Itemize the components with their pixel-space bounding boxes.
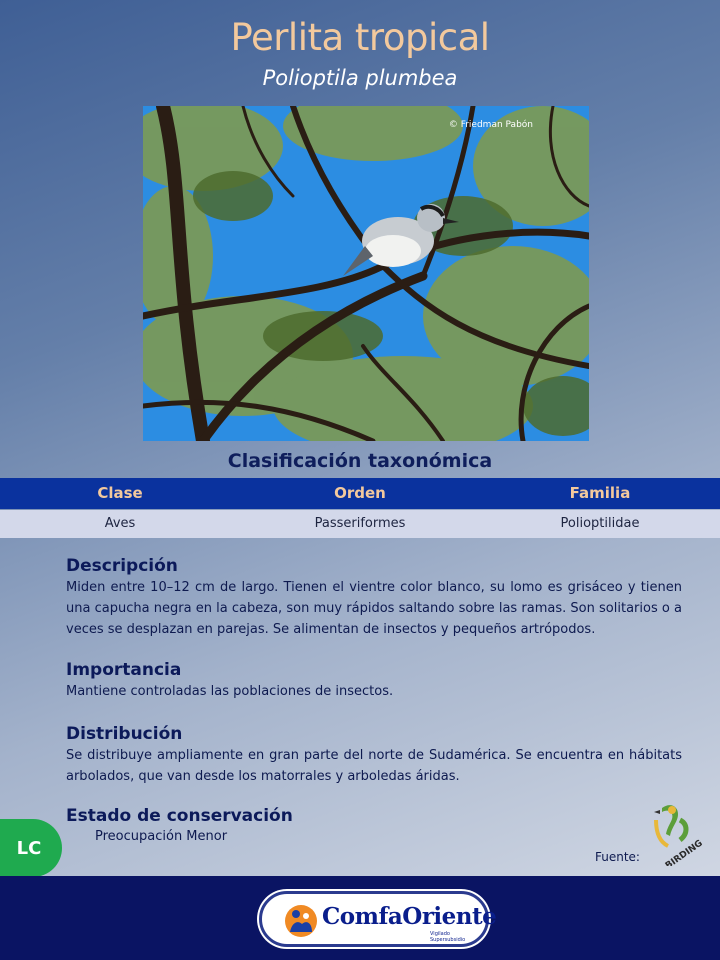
column-header-class: Clase (97, 484, 143, 502)
distribution-title: Distribución (66, 724, 183, 744)
conservation-title: Estado de conservación (66, 806, 293, 826)
comfaoriente-logo (259, 891, 497, 947)
bird-photo (143, 106, 589, 441)
importance-title: Importancia (66, 660, 182, 680)
conservation-status-text: Preocupación Menor (95, 829, 228, 844)
order-value: Passeriformes (314, 516, 406, 531)
family-icon (284, 904, 318, 938)
source-label: Fuente: (595, 850, 640, 864)
footer-bar (0, 876, 720, 960)
column-header-order: Orden (334, 484, 386, 502)
distribution-text: Se distribuye ampliamente en gran parte del norte de Sudamérica. Se encuentra en hábitats arbolados, que van desde los matorrales y arboledas áridas. (66, 748, 682, 784)
family-value: Polioptilidae (560, 516, 640, 531)
column-header-family: Familia (569, 484, 631, 502)
conservation-status-badge: LC (0, 819, 62, 877)
common-name-title: Perlita tropical (230, 16, 490, 59)
taxonomy-value-row (0, 510, 720, 538)
class-value: Aves (104, 516, 136, 531)
taxonomy-header-row (0, 478, 720, 509)
brand-tagline: Vigilado Supersubsidio (430, 931, 466, 943)
svg-text:BIRDING: BIRDING (663, 838, 705, 866)
taxonomy-heading: Clasificación taxonómica (227, 450, 493, 472)
brand-name: ComfaOriente (322, 903, 497, 930)
description-text: Miden entre 10–12 cm de largo. Tienen el vientre color blanco, su lomo es grisáceo y tienen una capucha negra en la cabeza, son muy rápidos saltando sobre las ramas. Son solitarios o a veces se desplazan en parejas. Se alimentan de insectos y pequeños artrópodos. (66, 580, 682, 637)
distribution-section (66, 723, 682, 787)
description-section (66, 555, 682, 640)
importance-text: Mantiene controladas las poblaciones de insectos. (66, 684, 394, 699)
photo-credit: © Friedman Pabón (448, 120, 533, 130)
importance-section (66, 659, 682, 702)
scientific-name: Polioptila plumbea (262, 66, 458, 90)
description-title: Descripción (66, 556, 178, 576)
birding-logo (648, 800, 708, 866)
